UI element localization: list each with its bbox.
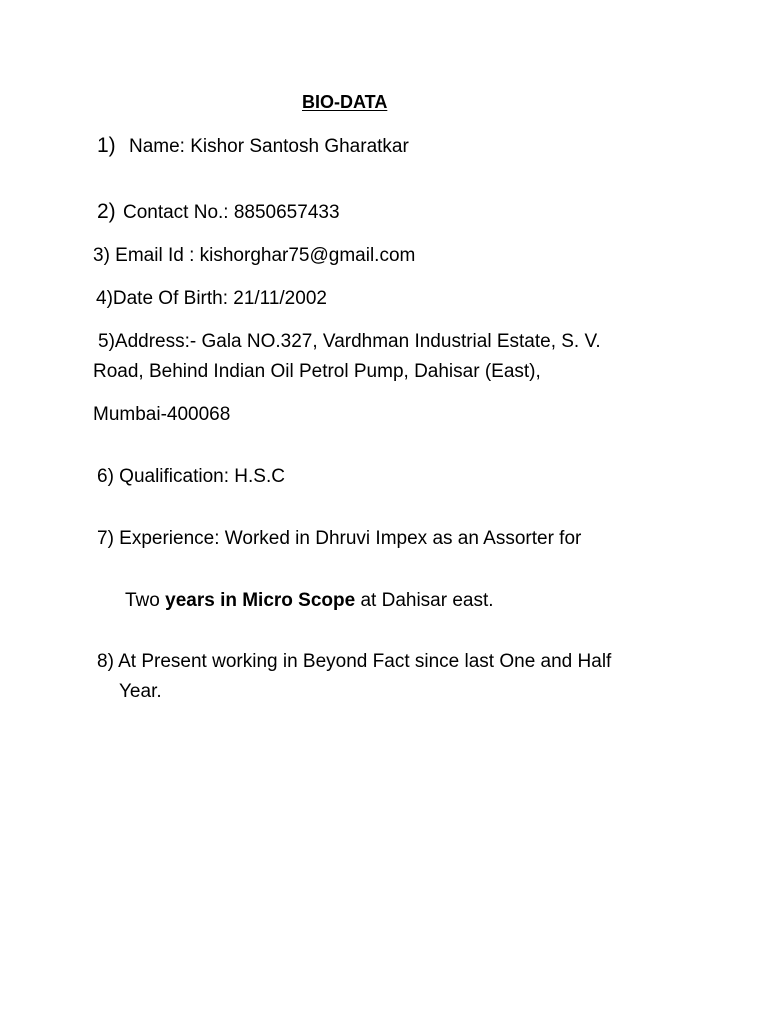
title-text: BIO-DATA — [302, 92, 388, 112]
experience-bold: years in Micro Scope — [165, 590, 356, 611]
item-experience-line1: 7) Experience: Worked in Dhruvi Impex as an Assorter for — [97, 528, 582, 549]
item-email: 3) Email Id : kishorghar75@gmail.com — [93, 245, 416, 266]
item-qualification: 6) Qualification: H.S.C — [97, 466, 285, 487]
item-experience-line2 — [125, 589, 494, 613]
item-name-number: 1) — [97, 134, 116, 157]
item-address-line3: Mumbai-400068 — [93, 404, 231, 425]
item-address-line2: Road, Behind Indian Oil Petrol Pump, Dahisar (East), — [93, 361, 541, 382]
item-dob: 4)Date Of Birth: 21/11/2002 — [96, 288, 327, 309]
item-name — [97, 134, 409, 159]
item-contact — [97, 200, 340, 225]
document-title — [302, 90, 387, 114]
item-present-line2: Year. — [119, 681, 162, 702]
item-contact-number: 2) — [97, 200, 116, 223]
experience-post: at Dahisar east. — [355, 590, 494, 611]
item-name-text: Name: Kishor Santosh Gharatkar — [128, 136, 409, 157]
item-contact-text: Contact No.: 8850657433 — [122, 202, 340, 223]
item-present-line1: 8) At Present working in Beyond Fact since last One and Half — [97, 651, 612, 672]
experience-pre: Two — [125, 590, 166, 611]
item-address-line1: 5)Address:- Gala NO.327, Vardhman Industrial Estate, S. V. — [98, 331, 601, 352]
